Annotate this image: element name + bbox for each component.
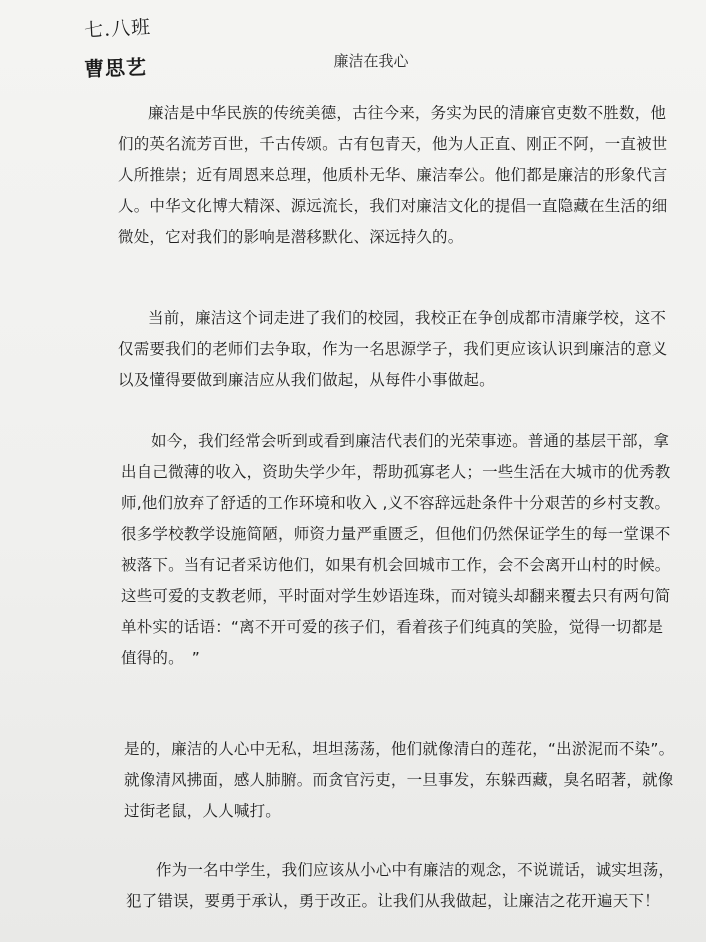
paragraph-line: 师,他们放弃了舒适的工作环境和收入 ,义不容辞远赴条件十分艰苦的乡村支教。: [121, 494, 671, 512]
paragraph-line: 作为一名中学生，我们应该从小心中有廉洁的观念，不说谎话，诚实坦荡，: [156, 861, 675, 879]
handwritten-class-name: 七.八班: [83, 16, 152, 42]
paragraph-line: 很多学校教学设施简陋，师资力量严重匮乏，但他们仍然保证学生的每一堂课不: [121, 525, 671, 543]
essay-title: 廉洁在我心: [333, 52, 409, 70]
paragraph-line: 仅需要我们的老师们去争取，作为一名思源学子，我们更应该认识到廉洁的意义: [118, 340, 668, 358]
paragraph-line: 这些可爱的支教老师，平时面对学生妙语连珠，而对镜头却翻来覆去只有两句简: [121, 587, 671, 605]
paragraph-line: 被落下。当有记者采访他们，如果有机会回城市工作，会不会离开山村的时候。: [121, 556, 671, 574]
paragraph-line: 过街老鼠，人人喊打。: [124, 802, 282, 820]
paragraph-line: 人。中华文化博大精深、源远流长，我们对廉洁文化的提倡一直隐藏在生活的细: [118, 197, 668, 215]
handwritten-student-name: 曹思艺: [83, 54, 148, 82]
paragraph-5: [126, 855, 675, 917]
paragraph-line: 出自己微薄的收入，资助失学少年，帮助孤寡老人；一些生活在大城市的优秀教: [121, 463, 671, 481]
paragraph-line: 们的英名流芳百世，千古传颂。古有包青天，他为人正直、刚正不阿，一直被世: [118, 135, 668, 153]
paragraph-line: 廉洁是中华民族的传统美德，古往今来，务实为民的清廉官吏数不胜数，他: [148, 104, 667, 122]
paragraph-line: 如今，我们经常会听到或看到廉洁代表们的光荣事迹。普通的基层干部，拿: [151, 432, 670, 450]
paragraph-4: [124, 734, 675, 827]
paragraph-line: 是的，廉洁的人心中无私，坦坦荡荡，他们就像清白的莲花，“出淤泥而不染”。: [124, 740, 675, 758]
paragraph-2: [118, 303, 668, 396]
paragraph-line: 单朴实的话语：“离不开可爱的孩子们，看着孩子们纯真的笑脸，觉得一切都是: [121, 618, 664, 636]
paragraph-1: [118, 98, 668, 253]
paragraph-line: 值得的。 ”: [121, 649, 200, 667]
paragraph-line: 就像清风拂面，感人肺腑。而贪官污吏，一旦事发，东躲西藏，臭名昭著，就像: [124, 771, 674, 789]
paragraph-line: 微处，它对我们的影响是潜移默化、深远持久的。: [118, 228, 464, 246]
paragraph-3: [121, 426, 671, 674]
paragraph-line: 当前，廉洁这个词走进了我们的校园，我校正在争创成都市清廉学校，这不: [148, 309, 667, 327]
paragraph-line: 以及懂得要做到廉洁应从我们做起，从每件小事做起。: [118, 371, 495, 389]
paragraph-line: 犯了错误，要勇于承认，勇于改正。让我们从我做起，让廉洁之花开遍天下！: [126, 892, 660, 910]
paragraph-line: 人所推崇；近有周恩来总理，他质朴无华、廉洁奉公。他们都是廉洁的形象代言: [118, 166, 668, 184]
